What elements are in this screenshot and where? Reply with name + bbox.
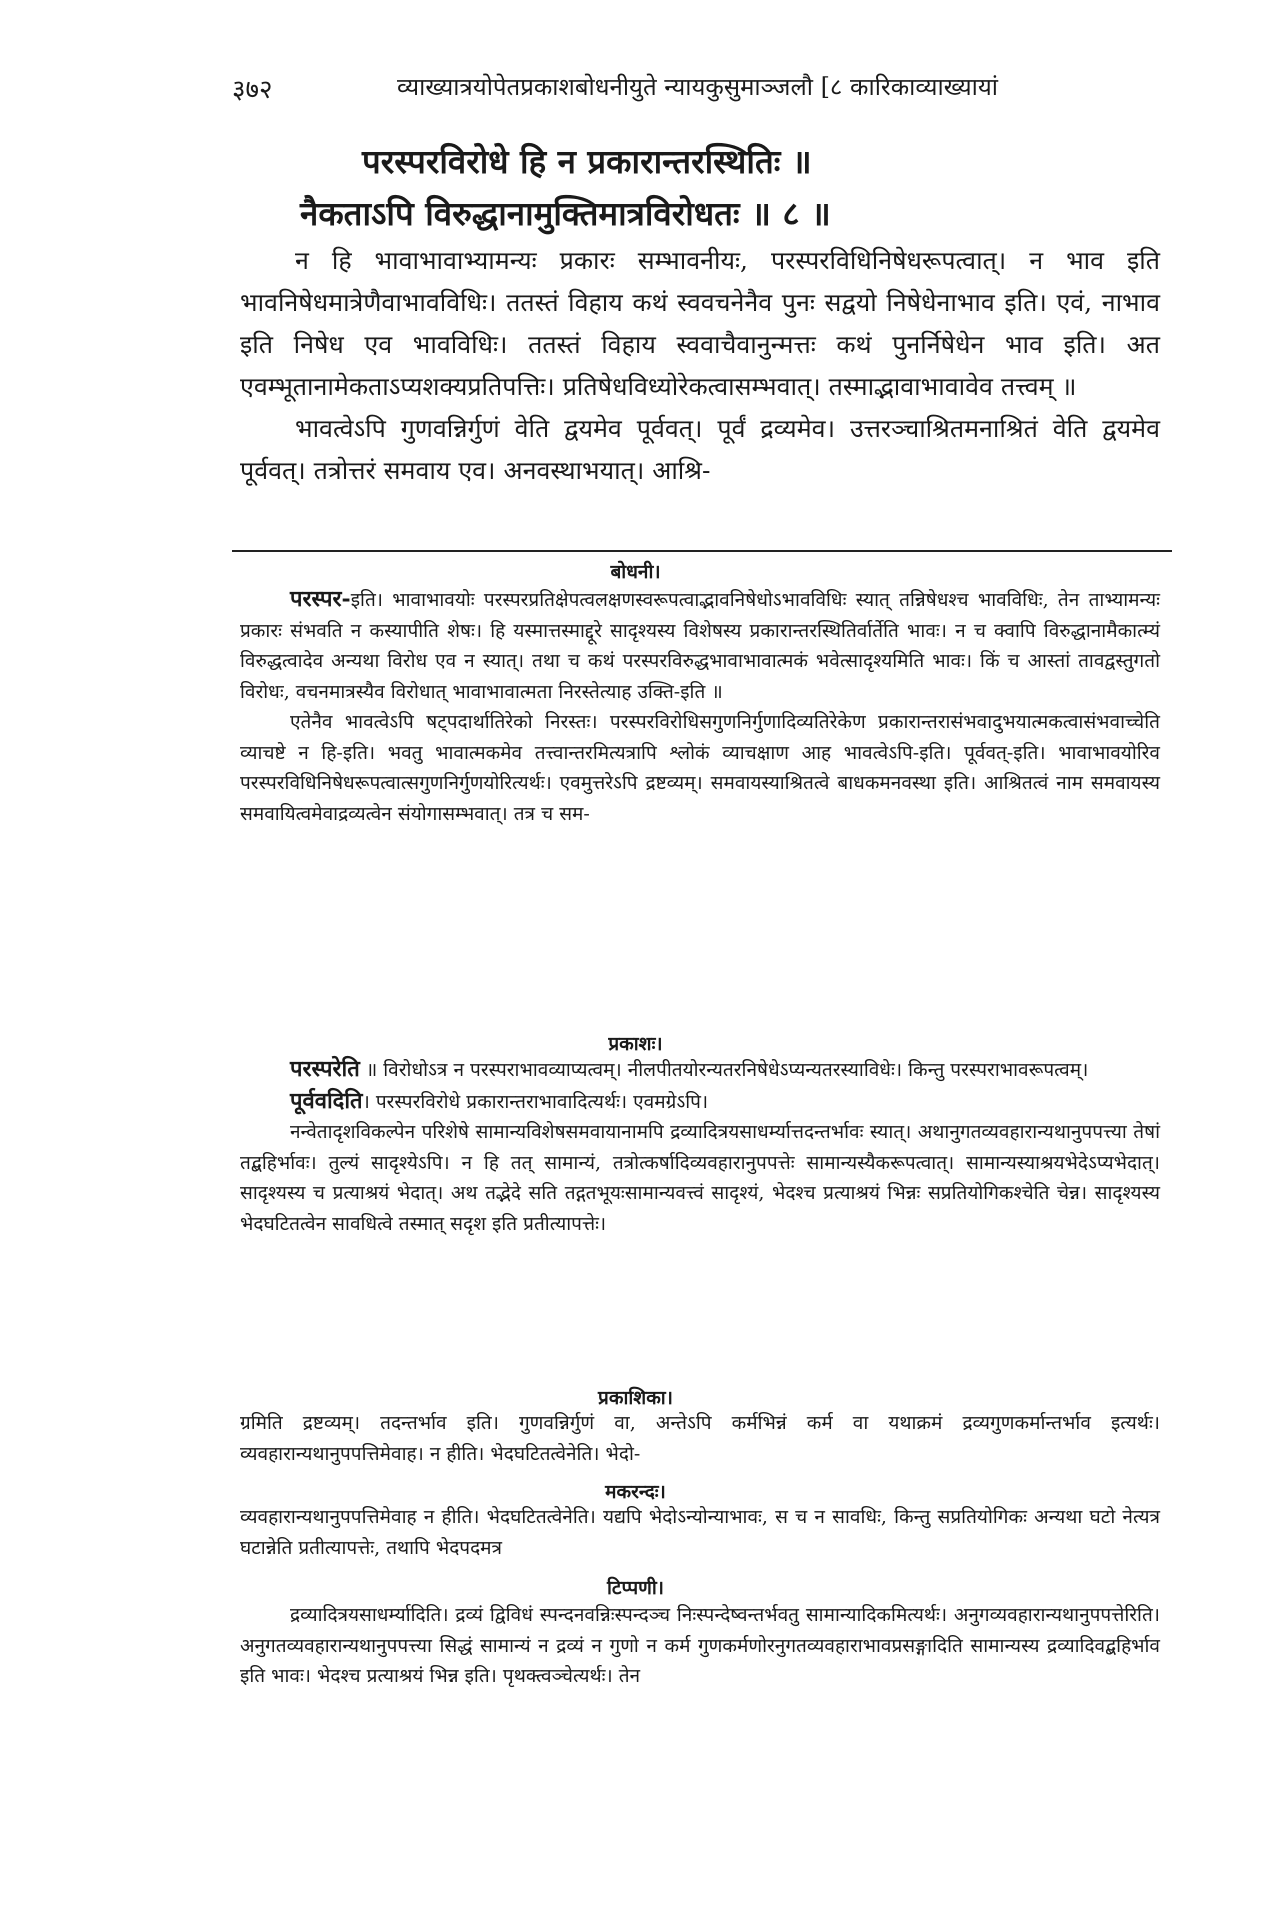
commentary-paragraph: नन्वेतादृशविकल्पेन परिशेषे सामान्यविशेषसमवायानामपि द्रव्यादित्रयसाधर्म्यात्तदन्तर्भावः स्यात्। अथानुगतव्यवहारान्यथानुपपत्त्या तेषां तद्बहिर्भावः। तुल्यं सादृश्येऽपि। न हि तत् सामान्यं, तत्रोत्कर्षादिव्यवहारानुपपत्तेः सामान्यस्यैकरूपत्वात्। सामान्यस्याश्रयभेदेऽप्यभेदात्। सादृश्यस्य च प्रत्याश्रयं भेदात्। अथ तद्भेदे सति तद्गतभूयःसामान्यवत्त्वं सादृश्यं, भेदश्च प्रत्याश्रयं भिन्नः सप्रतियोगिकश्चेति चेन्न। सादृश्यस्य भेदघटितत्वेन सावधित्वे तस्मात् सदृश इति प्रतीत्यापत्तेः। [240,1121,1160,1235]
main-paragraph: भावत्वेऽपि गुणवन्निर्गुणं वेति द्वयमेव पूर्ववत्। पूर्वं द्रव्यमेव। उत्तरञ्चाश्रितमनाश्रितं वेति द्वयमेव पूर्ववत्। तत्रोत्तरं समवाय एव। अनवस्थाभयात्। आश्रि- [240,414,1160,485]
lemma: परस्परेति [290,1056,360,1082]
prakashika-heading: प्रकाशिका। [598,1387,673,1409]
commentary-paragraph: एतेनैव भावत्वेऽपि षट्पदार्थातिरेको निरस्तः। परस्परविरोधिसगुणनिर्गुणादिव्यतिरेकेण प्रकारान्तरासंभवादुभयात्मकत्वासंभवाच्चेति व्याचष्टे न हि-इति। भवतु भावात्मकमेव तत्त्वान्तरमित्यत्रापि श्लोकं व्याचक्षाण आह भावत्वेऽपि-इति। पूर्ववत्-इति। भावाभावयोरिव परस्परविधिनिषेधरूपत्वात्सगुणनिर्गुणयोरित्यर्थः। एवमुत्तरेऽपि द्रष्टव्यम्। समवायस्याश्रितत्वे बाधकमनवस्था इति। आश्रितत्वं नाम समवायस्य समवायित्वमेवाद्रव्यत्वेन संयोगासम्भवात्। तत्र च सम- [240,711,1160,825]
prakashika-commentary [240,1408,1160,1469]
main-paragraph: न हि भावाभावाभ्यामन्यः प्रकारः सम्भावनीयः, परस्परविधिनिषेधरूपत्वात्। न भाव इति भावनिषेधमात्रेणैवाभावविधिः। ततस्तं विहाय कथं स्ववचनेनैव पुनः सद्वयो निषेधेनाभाव इति। एवं, नाभाव इति निषेध एव भावविधिः। ततस्तं विहाय स्ववाचैवानुन्मत्तः कथं पुनर्निषेधेन भाव इति। अत एवम्भूतानामेकताऽप्यशक्यप्रतिपत्तिः। प्रतिषेधविध्योरेकत्वासम्भवात्। तस्माद्भावाभावावेव तत्त्वम् ॥ [240,246,1160,401]
commentary-text: ॥ विरोधोऽत्र न परस्पराभावव्याप्यत्वम्। नीलपीतयोरन्यतरनिषेधेऽप्यन्यतरस्याविधेः। किन्तु परस्पराभावरूपत्वम्। [365,1059,1089,1081]
running-title: व्याख्यात्रयोपेतप्रकाशबोधनीयुते न्यायकुसुमाञ्जलौ [८ कारिकाव्याख्यायां [397,73,999,101]
bodhani-commentary [240,584,1160,829]
lemma: पूर्ववदिति [290,1087,363,1114]
commentary-paragraph: ग्रमिति द्रष्टव्यम्। तदन्तर्भाव इति। गुणवन्निर्गुणं वा, अन्तेऽपि कर्मभिन्नं कर्म वा यथाक्रमं द्रव्यगुणकर्मान्तर्भाव इत्यर्थः। व्यवहारान्यथानुपपत्तिमेवाह। न हीति। भेदघटितत्वेनेति। भेदो- [240,1412,1160,1465]
main-text [240,240,1160,492]
commentary-paragraph: द्रव्यादित्रयसाधर्म्यादिति। द्रव्यं द्विविधं स्पन्दनवन्निःस्पन्दञ्च निःस्पन्देष्वन्तर्भवतु सामान्यादिकमित्यर्थः। अनुगव्यवहारान्यथानुपपत्तेरिति। अनुगतव्यवहारान्यथानुपपत्त्या सिद्धं सामान्यं न द्रव्यं न गुणो न कर्म गुणकर्मणोरनुगतव्यवहाराभावप्रसङ्गादिति सामान्यस्य द्रव्यादिवद्बहिर्भाव इति भावः। भेदश्च प्रत्याश्रयं भिन्न इति। पृथक्त्वञ्चेत्यर्थः। तेन [240,1604,1160,1687]
commentary-text: इति। भावाभावयोः परस्परप्रतिक्षेपत्वलक्षणस्वरूपत्वाद्भावनिषेधोऽभावविधिः स्यात् तन्निषेधश्च भावविधिः, तेन ताभ्यामन्यः प्रकारः संभवति न कस्यापीति शेषः। हि यस्मात्तस्माद्दूरे सादृश्यस्य विशेषस्य प्रकारान्तरस्थितिर्वार्तेति भावः। न च क्वापि विरुद्धानामैकात्म्यं विरुद्धत्वादेव अन्यथा विरोध एव न स्यात्। तथा च कथं परस्परविरुद्धभावाभावात्मकं भवेत्सादृश्यमिति भावः। किं च आस्तां तावद्वस्तुगतो विरोधः, वचनमात्रस्यैव विरोधात् भावाभावात्मता निरस्तेत्याह उक्ति-इति ॥ [240,589,1160,703]
tippani-heading: टिप्पणी। [606,1577,664,1599]
bodhani-heading: बोधनी। [610,561,661,583]
commentary-paragraph: व्यवहारान्यथानुपपत्तिमेवाह न हीति। भेदघटितत्वेनेति। यद्यपि भेदोऽन्योन्याभावः, स च न सावधिः, किन्तु सप्रतियोगिकः अन्यथा घटो नेत्यत्र घटान्नेति प्रतीत्यापत्तेः, तथापि भेदपदमत्र [240,1506,1160,1559]
commentary-text: । परस्परविरोधे प्रकारान्तराभावादित्यर्थः। एवमग्रेऽपि। [362,1090,709,1113]
page-number: ३७२ [232,75,273,105]
commentary-paragraph [240,1054,1160,1086]
commentary-paragraph [240,1086,1160,1118]
commentary-paragraph [240,584,1160,707]
lemma: परस्पर- [290,586,351,612]
verse-line-1: परस्परविरोधे हि न प्रकारान्तरस्थितिः ॥ [362,142,812,181]
verse-line-2: नैकताऽपि विरुद्धानामुक्तिमात्रविरोधतः ॥ ८ ॥ [300,194,831,233]
prakasha-commentary [240,1054,1160,1239]
makaranda-heading: मकरन्दः। [605,1481,666,1503]
makaranda-commentary [240,1502,1160,1563]
prakasha-heading: प्रकाशः। [608,1033,663,1055]
separator-rule [232,550,1172,552]
page-header [232,66,1172,112]
tippani-commentary [240,1600,1160,1692]
